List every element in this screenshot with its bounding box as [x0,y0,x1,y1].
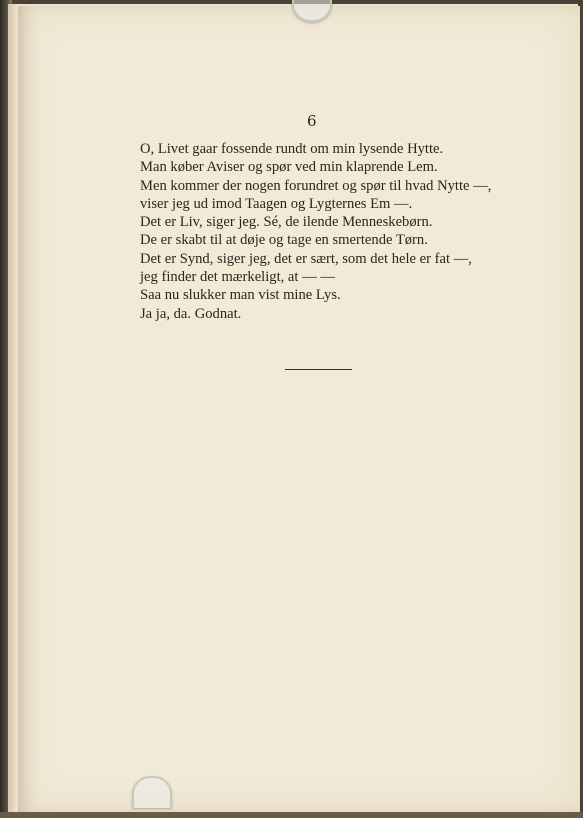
bottom-edge [0,812,583,818]
poem-line: Saa nu slukker man vist mine Lys. [140,287,341,304]
poem-line: Det er Liv, siger jeg. Sé, de ilende Menneskebørn. [140,214,433,231]
poem-text [140,140,510,323]
poem-line: Man køber Aviser og spør ved min klaprende Lem. [140,159,438,176]
page-number: 6 [307,112,317,130]
poem-line: jeg finder det mærkeligt, at — — [140,269,335,286]
page-clip-icon [132,776,172,808]
paper-page [18,6,580,812]
poem-line: Ja ja, da. Godnat. [140,305,242,322]
poem-line: O, Livet gaar fossende rundt om min lysende Hytte. [140,141,444,157]
poem-line: viser jeg ud imod Taagen og Lygternes Em —. [140,195,413,212]
poem-line: De er skabt til at døje og tage en smertende Tørn. [140,232,428,249]
poem-line: Det er Synd, siger jeg, det er sært, som det hele er fat —, [140,250,472,267]
poem-line: Men kommer der nogen forundret og spør til hvad Nytte —, [140,177,492,194]
section-divider [285,369,352,370]
